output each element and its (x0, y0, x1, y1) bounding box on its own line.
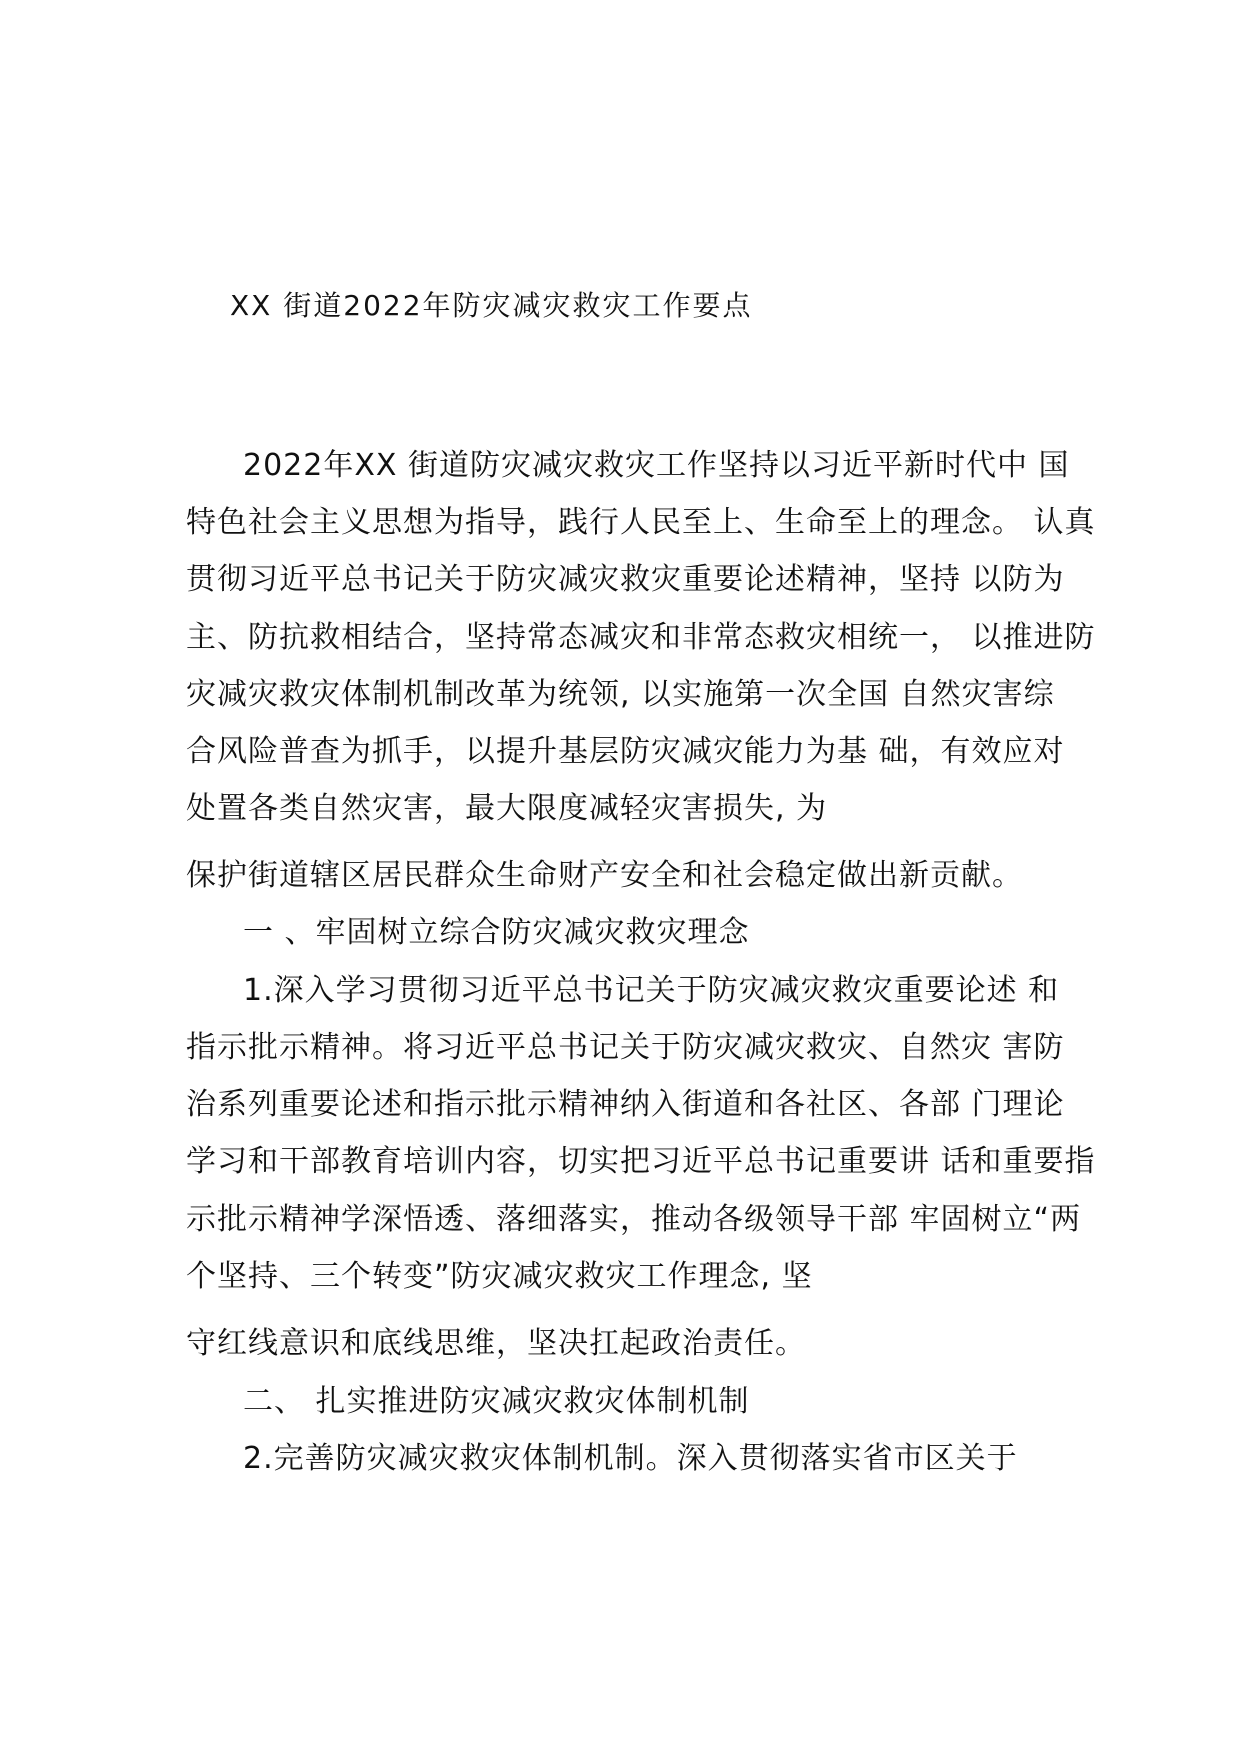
paragraph-line: 学习和干部教育培训内容，切实把习近平总书记重要讲 话和重要指 (186, 1144, 1096, 1179)
paragraph-line: 2022年XX 街道防灾减灾救灾工作坚持以习近平新时代中 国 (243, 448, 1070, 483)
paragraph-line: 1.深入学习贯彻习近平总书记关于防灾减灾救灾重要论述 和 (243, 973, 1060, 1008)
paragraph-line: 2.完善防灾减灾救灾体制机制。深入贯彻落实省市区关于 (243, 1441, 1018, 1476)
paragraph-line: 主、防抗救相结合，坚持常态减灾和非常态救灾相统一， 以推进防 (186, 620, 1096, 655)
paragraph-line: 特色社会主义思想为指导，践行人民至上、生命至上的理念。 认真 (186, 505, 1096, 540)
document-title: XX 街道2022年防灾减灾救灾工作要点 (230, 289, 753, 322)
paragraph-line: 合风险普查为抓手，以提升基层防灾减灾能力为基 础，有效应对 (186, 734, 1065, 769)
paragraph-line: 个坚持、三个转变”防灾减灾救灾工作理念, 坚 (186, 1259, 813, 1294)
section-heading: 二、 扎实推进防灾减灾救灾体制机制 (243, 1384, 750, 1419)
paragraph-line: 示批示精神学深悟透、落细落实，推动各级领导干部 牢固树立“两 (186, 1202, 1082, 1237)
paragraph-line: 保护街道辖区居民群众生命财产安全和社会稳定做出新贡献。 (186, 858, 1023, 893)
paragraph-line: 处置各类自然灾害，最大限度减轻灾害损失, 为 (186, 791, 828, 826)
paragraph-line: 贯彻习近平总书记关于防灾减灾救灾重要论述精神，坚持 以防为 (186, 562, 1065, 597)
paragraph-line: 治系列重要论述和指示批示精神纳入街道和各社区、各部 门理论 (186, 1087, 1065, 1122)
section-heading: 一 、牢固树立综合防灾减灾救灾理念 (243, 915, 750, 950)
paragraph-line: 指示批示精神。将习近平总书记关于防灾减灾救灾、自然灾 害防 (186, 1030, 1065, 1065)
paragraph-line: 灾减灾救灾体制机制改革为统领, 以实施第一次全国 自然灾害综 (186, 677, 1055, 712)
paragraph-line: 守红线意识和底线思维，坚决扛起政治责任。 (186, 1326, 806, 1361)
